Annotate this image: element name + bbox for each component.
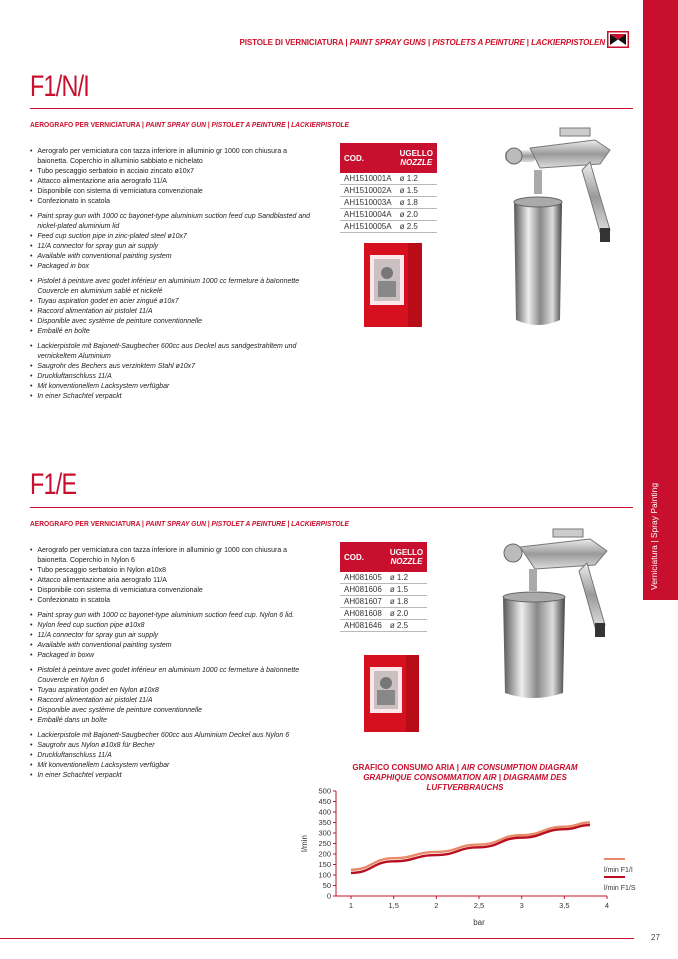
list-item: • Disponibile con sistema di verniciatura convenzionale (30, 585, 311, 595)
list-item: • Packaged in boxw (30, 650, 311, 660)
side-category-tab (643, 0, 678, 600)
list-item: • Available with conventional painting system (30, 640, 311, 650)
x-tick-label: 4 (604, 901, 610, 910)
list-item: • Tubo pescaggio serbatoio in acciaio zincato ø10x7 (30, 166, 311, 176)
col-cod: COD. (340, 542, 386, 572)
spray-gun-image (495, 525, 625, 710)
list-item: • Druckluftanschluss 11/A (30, 750, 311, 760)
subtitle-main: AEROGRAFO PER VERNICIATURA (30, 120, 141, 129)
table-row (340, 209, 437, 221)
list-fr (30, 276, 311, 336)
list-item: • Paint spray gun with 1000 cc bayonet-type aluminium suction feed cup Sandblasted and nickel-plated aluminium lid (30, 211, 311, 231)
product-code-table (340, 143, 437, 233)
list-item: • 11/A connector for spray gun air supply (30, 630, 311, 640)
y-tick-label: 100 (318, 870, 331, 880)
y-tick-label: 500 (318, 786, 331, 796)
section-divider (30, 507, 633, 508)
cell-code: AH081646 (340, 620, 386, 632)
cell-nozzle: ø 2.0 (386, 608, 427, 620)
table-row (340, 620, 427, 632)
cell-code: AH1510004A (340, 209, 396, 221)
product-subtitle: AEROGRAFO PER VERNICIATURA | PAINT SPRAY GUN | PISTOLET A PEINTURE | LACKIERPISTOLE (30, 519, 350, 528)
cell-code: AH1510003A (340, 197, 396, 209)
list-item: • Confezionato in scatola (30, 196, 311, 206)
header-sep: | (343, 38, 350, 47)
table-row (340, 596, 427, 608)
y-tick-label: 150 (318, 860, 331, 869)
y-tick-label: 400 (318, 807, 331, 817)
list-de (30, 730, 311, 780)
list-item: • Disponible avec système de peinture conventionnelle (30, 316, 311, 326)
header-sep: | (524, 38, 532, 47)
list-it (30, 545, 311, 605)
page-header (0, 38, 605, 47)
y-tick-label: 50 (322, 881, 331, 890)
list-item: • Druckluftanschluss 11/A (30, 371, 311, 381)
x-tick-label: 2,5 (473, 901, 485, 910)
section-divider (30, 108, 633, 109)
legend-label: l/min F1/S (604, 885, 636, 892)
product-description (30, 545, 311, 785)
header-en: PAINT SPRAY GUNS (349, 38, 426, 47)
list-item: • Raccord alimentation air pistolet 11/A (30, 306, 311, 316)
list-item: • Lackierpistole mit Bajonett-Saugbecher 600cc aus Aluminium Deckel aus Nylon 6 (30, 730, 311, 740)
legend-label: l/min F1/I (604, 867, 633, 874)
list-item: • Attacco alimentazione aria aerografo 11/A (30, 176, 311, 186)
list-item: • Confezionato in scatola (30, 595, 311, 605)
header-fr: PISTOLETS A PEINTURE (432, 38, 525, 47)
cell-code: AH081606 (340, 584, 386, 596)
list-item: • Tubo pescaggio serbatoio in Nylon ø10x8 (30, 565, 311, 575)
list-item: • Pistolet à peinture avec godet inférieur en aluminium 1000 cc fermeture à baïonnette Couvercle en Nylon 6 (30, 665, 311, 685)
list-item: • Emballé en boîte (30, 326, 311, 336)
footer-divider (0, 938, 634, 939)
list-item: • Nylon feed cup suction pipe ø10x8 (30, 620, 311, 630)
subtitle-rest: PAINT SPRAY GUN | PISTOLET A PEINTURE | LACKIERPISTOLE (145, 120, 350, 129)
list-item: • Saugrohr aus Nylon ø10x8 für Becher (30, 740, 311, 750)
list-item: • Paint spray gun with 1000 cc bayonet-type aluminium suction feed cup. Nylon 6 lid. (30, 610, 311, 620)
y-tick-label: 250 (318, 839, 331, 848)
cell-nozzle: ø 1.8 (396, 197, 437, 209)
chart-title-line1: GRAFICO CONSUMO ARIA | AIR CONSUMPTION DIAGRAM (352, 763, 578, 772)
list-de (30, 341, 311, 401)
col-nozzle (386, 542, 427, 572)
list-item: • Mit konventionellem Lacksystem verfügbar (30, 381, 311, 391)
subtitle-rest: PAINT SPRAY GUN | PISTOLET A PEINTURE | LACKIERPISTOLE (145, 519, 350, 528)
list-item: • Raccord alimentation air pistolet 11/A (30, 695, 311, 705)
list-it (30, 146, 311, 206)
list-fr (30, 665, 311, 725)
list-item: • Aerografo per verniciatura con tazza inferiore in alluminio gr 1000 con chiusura a baionetta. Coperchio in alluminio sabbiato e nichelato (30, 146, 311, 166)
cell-code: AH081608 (340, 608, 386, 620)
table-row (340, 608, 427, 620)
page-number: 27 (651, 933, 660, 942)
col-ugello-label: UGELLO (389, 548, 424, 557)
cell-nozzle: ø 1.5 (396, 185, 437, 197)
subtitle-main: AEROGRAFO PER VERNICIATURA (30, 519, 141, 528)
list-item: • In einer Schachtel verpackt (30, 391, 311, 401)
chart-title-it: GRAFICO CONSUMO ARIA (352, 763, 455, 772)
col-nozzle-label: NOZZLE (390, 557, 423, 566)
cell-code: AH081607 (340, 596, 386, 608)
list-item: • Attacco alimentazione aria aerografo 11/A (30, 575, 311, 585)
header-it: PISTOLE DI VERNICIATURA (239, 38, 344, 47)
list-item: • In einer Schachtel verpackt (30, 770, 311, 780)
product-title: F1/N/I (30, 70, 90, 103)
chart-title-en: AIR CONSUMPTION DIAGRAM (461, 763, 578, 772)
cell-code: AH1510002A (340, 185, 396, 197)
list-en (30, 211, 311, 271)
list-item: • Tuyau aspiration godet en Nylon ø10x8 (30, 685, 311, 695)
brand-logo-icon (607, 31, 629, 48)
x-tick-label: 2 (434, 901, 439, 910)
col-ugello-label: UGELLO (399, 149, 433, 158)
cell-code: AH1510001A (340, 173, 396, 185)
table-row (340, 185, 437, 197)
cell-nozzle: ø 1.8 (386, 596, 427, 608)
cell-code: AH1510005A (340, 221, 396, 233)
list-item: • Aerografo per verniciatura con tazza inferiore in alluminio gr 1000 con chiusura a baionetta. Coperchio in Nylon 6 (30, 545, 311, 565)
list-en (30, 610, 311, 660)
x-tick-label: 3 (519, 901, 524, 910)
col-nozzle-label: NOZZLE (400, 158, 433, 167)
col-nozzle (396, 143, 437, 173)
product-description (30, 146, 311, 406)
cell-nozzle: ø 1.2 (396, 173, 437, 185)
list-item: • Lackierpistole mit Bajonett-Saugbecher 600cc aus Deckel aus sandgestrahltem und vernickeltem Aluminium (30, 341, 311, 361)
y-axis-label: l/min (300, 835, 309, 852)
list-item: • Emballé dans un boîte (30, 715, 311, 725)
y-tick-label: 450 (318, 797, 331, 806)
list-item: • Tuyau aspiration godet en acier zingué ø10x7 (30, 296, 311, 306)
list-item: • Disponible avec système de peinture conventionnelle (30, 705, 311, 715)
chart-title-line2: GRAPHIQUE CONSOMMATION AIR | DIAGRAMM DES LUFTVERBRAUCHS (363, 773, 567, 792)
spray-gun-image (500, 120, 630, 335)
x-axis-label: bar (473, 918, 485, 927)
air-consumption-chart (290, 785, 640, 930)
table-row (340, 173, 437, 185)
list-item: • Mit konventionellem Lacksystem verfügbar (30, 760, 311, 770)
list-item: • Disponibile con sistema di verniciatura convenzionale (30, 186, 311, 196)
list-item: • Saugrohr des Bechers aus verzinktem Stahl ø10x7 (30, 361, 311, 371)
product-title: F1/E (30, 468, 77, 501)
cell-nozzle: ø 2.0 (396, 209, 437, 221)
product-box-image (364, 655, 419, 732)
y-tick-label: 200 (318, 849, 331, 859)
table-row (340, 572, 427, 584)
product-box-image (364, 243, 422, 327)
header-de: LACKIERPISTOLEN (531, 38, 605, 47)
side-tab-label: Verniciatura | Spray Painting (649, 482, 659, 590)
table-row (340, 197, 437, 209)
table-row (340, 584, 427, 596)
product-subtitle: AEROGRAFO PER VERNICIATURA | PAINT SPRAY GUN | PISTOLET A PEINTURE | LACKIERPISTOLE (30, 120, 350, 129)
cell-nozzle: ø 2.5 (396, 221, 437, 233)
x-tick-label: 1,5 (388, 901, 399, 910)
list-item: • Packaged in box (30, 261, 311, 271)
col-cod: COD. (340, 143, 396, 173)
cell-nozzle: ø 1.5 (386, 584, 427, 596)
list-item: • Feed cup suction pipe in zinc-plated steel ø10x7 (30, 231, 311, 241)
series-line-2 (351, 825, 590, 873)
table-row (340, 221, 437, 233)
cell-nozzle: ø 1.2 (386, 572, 427, 584)
y-tick-label: 0 (326, 891, 331, 901)
header-sep: | (425, 38, 433, 47)
cell-nozzle: ø 2.5 (386, 620, 427, 632)
product-code-table (340, 542, 427, 632)
y-tick-label: 300 (318, 828, 331, 838)
list-item: • Available with conventional painting system (30, 251, 311, 261)
x-tick-label: 1 (348, 901, 354, 910)
list-item: • Pistolet à peinture avec godet inférieur en aluminium 1000 cc fermeture à baïonnette Couvercle en aluminium sablé et nickelé (30, 276, 311, 296)
x-tick-label: 3,5 (559, 901, 570, 910)
cell-code: AH081605 (340, 572, 386, 584)
y-tick-label: 350 (318, 818, 331, 827)
list-item: • 11/A connector for spray gun air supply (30, 241, 311, 251)
